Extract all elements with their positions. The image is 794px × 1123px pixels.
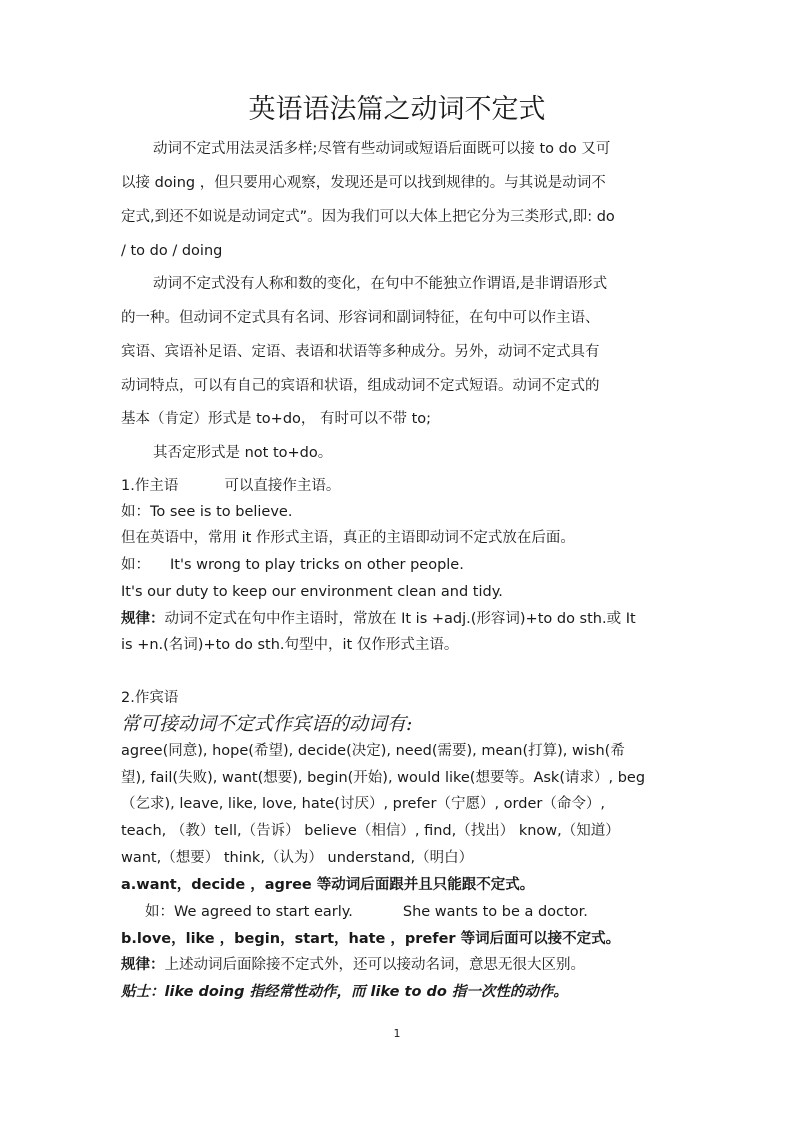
- intro-line: 其否定形式是 not to+do。: [153, 445, 333, 461]
- example-text: 如：We agreed to start early.: [145, 904, 353, 920]
- point-a: a.want，decide ，agree 等动词后面跟并且只能跟不定式。: [121, 877, 535, 893]
- verb-list-line: （乞求), leave, like, love, hate(讨厌）, prefer（宁愿）, order（命令）,: [121, 796, 605, 812]
- note-text: 但在英语中，常用 it 作形式主语，真正的主语即动词不定式放在后面。: [121, 530, 575, 546]
- section-heading: [121, 473, 687, 499]
- section-subheading: 常可接动词不定式作宾语的动词有:: [121, 713, 413, 735]
- example-text: She wants to be a doctor.: [402, 904, 588, 920]
- example-prefix: 如：: [121, 557, 150, 573]
- rule-label: 规律：: [121, 611, 165, 627]
- verb-list-line: agree(同意), hope(希望), decide(决定), need(需要), mean(打算), wish(希: [121, 743, 625, 759]
- example-sentence: [121, 552, 687, 578]
- example-sentence: It's our duty to keep our environment clean and tidy.: [121, 584, 503, 600]
- example-sentence: 如：To see is to believe.: [121, 504, 293, 520]
- example-text: It's wrong to play tricks on other people.: [170, 557, 464, 573]
- example-sentence: [145, 899, 711, 925]
- intro-line: 宾语、宾语补足语、定语、表语和状语等多种成分。另外，动词不定式具有: [121, 344, 600, 360]
- rule-line: [121, 952, 687, 978]
- intro-line: 定式,到还不如说是动词定式”。因为我们可以大体上把它分为三类形式,即: do: [121, 209, 615, 225]
- rule-text: 动词不定式在句中作主语时，常放在 It is +adj.(形容词)+to do sth.或 It: [164, 611, 636, 627]
- page-number: 1: [393, 1027, 401, 1040]
- intro-line: 以接 doing ，但只要用心观察，发现还是可以找到规律的。与其说是动词不: [121, 175, 606, 191]
- intro-line: 的一种。但动词不定式具有名词、形容词和副词特征，在句中可以作主语、: [121, 310, 600, 326]
- intro-line: 动词特点，可以有自己的宾语和状语，组成动词不定式短语。动词不定式的: [121, 378, 600, 394]
- page-title: 英语语法篇之动词不定式: [248, 94, 546, 125]
- intro-line: 动词不定式没有人称和数的变化，在句中不能独立作谓语,是非谓语形式: [153, 276, 608, 292]
- tip-line: 贴士：like doing 指经常性动作，而 like to do 指一次性的动作。: [121, 984, 568, 1000]
- intro-line: 动词不定式用法灵活多样;尽管有些动词或短语后面既可以接 to do 又可: [153, 141, 611, 157]
- rule-line: is +n.(名词)+to do sth.句型中，it 仅作形式主语。: [121, 637, 459, 653]
- intro-line: / to do / doing: [121, 243, 223, 259]
- verb-list-line: want,（想要） think,（认为） understand,（明白）: [121, 850, 474, 866]
- verb-list-line: teach, （教）tell,（告诉） believe（相信）, find,（找出） know,（知道）: [121, 823, 620, 839]
- verb-list-line: 望), fail(失败), want(想要), begin(开始), would like(想要等。Ask(请求）, beg: [121, 770, 646, 786]
- rule-line: [121, 606, 687, 632]
- section-heading-label: 1.作主语: [121, 478, 179, 494]
- rule-text: 上述动词后面除接不定式外，还可以接动名词，意思无很大区别。: [164, 957, 585, 973]
- section-heading: 2.作宾语: [121, 690, 179, 706]
- intro-line: 基本（肯定）形式是 to+do， 有时可以不带 to;: [121, 411, 432, 427]
- point-b: b.love，like ，begin，start，hate ，prefer 等词后面可以接不定式。: [121, 931, 621, 947]
- rule-label: 规律：: [121, 957, 165, 973]
- section-heading-note: 可以直接作主语。: [224, 478, 341, 494]
